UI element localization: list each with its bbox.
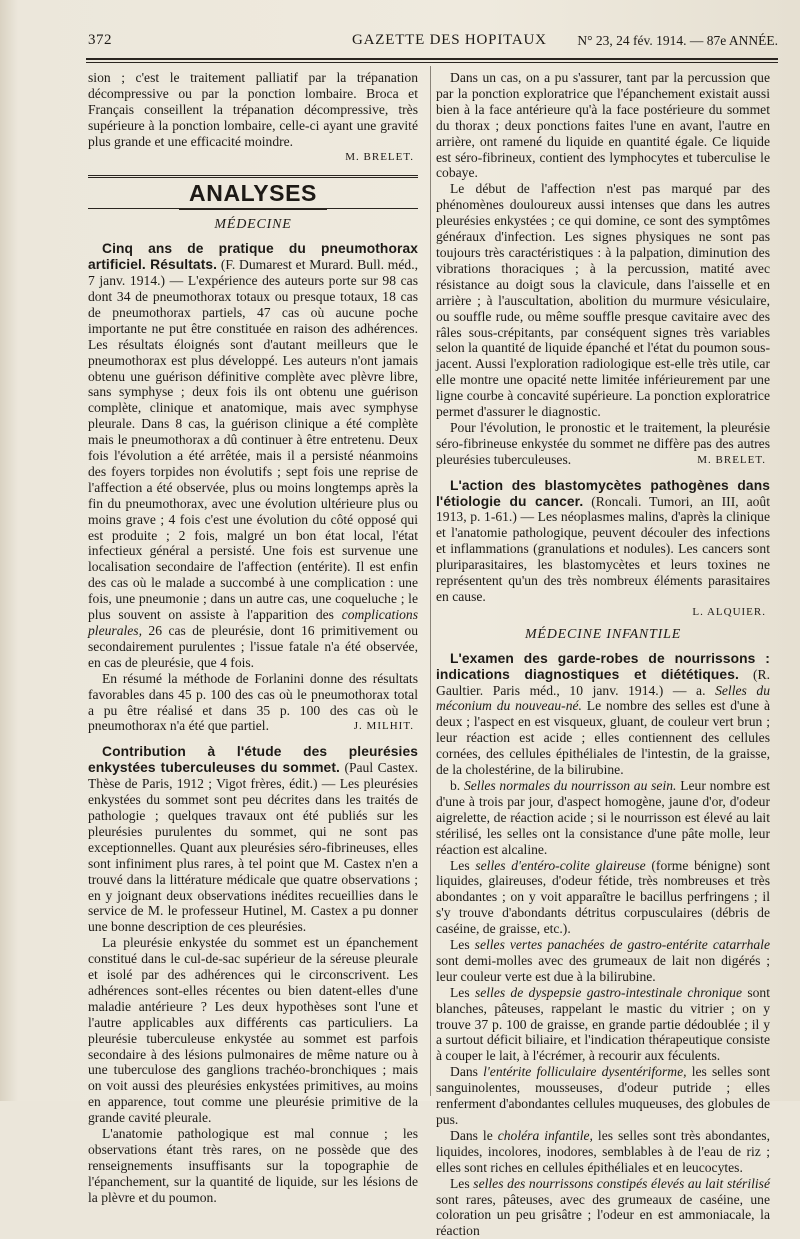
column-separator [430, 66, 431, 1096]
article-citation: (Roncali. Tumori, an III, août 1913, p. 1-61.) — Les néoplasmes malins, d'après la clinique et l'anatomie pathologique, peuvent découler des infections et inflammations (granulations et nodules). Les cancers sont pluriparasitaires, les blastomycètes et leurs toxines ne représentent qu'un des très nombreux éléments parasitaires en cause. [436, 493, 770, 604]
article-paragraph: Dans le choléra infantile, les selles sont très abondantes, liquides, incolores, inodores, semblables à de l'eau de riz ; elles sont riches en cellules épithéliales et en leucocytes. [436, 1127, 770, 1175]
article-paragraph: L'anatomie pathologique est mal connue ; les observations étant très rares, on ne possède que des renseignements insuffisants sur la topographie de l'épanchement, sur la quantité de liquide, sur les lésions de la plèvre et du poumon. [88, 1126, 418, 1205]
article-paragraph: En résumé la méthode de Forlanini donne des résultats favorables dans 45 p. 100 des cas où le pneumothorax total a pu être réalisé et dans 35 p. 100 des cas où le pneumothorax n'a été que partiel. J. MILHIT. [88, 670, 418, 734]
article-title: L'examen des garde-robes de nourrissons : indications diagnostiques et diététiques. [436, 650, 770, 682]
signature: L. ALQUIER. [692, 605, 766, 618]
section-rule [88, 175, 418, 178]
journal-title: GAZETTE DES HOPITAUX [352, 32, 547, 48]
signature: M. BRELET. [345, 150, 414, 163]
article-paragraph: La pleurésie enkystée du sommet est un épanchement constitué dans le cul-de-sac supérieur de la séreuse pleurale et isolé par des adhérences qui le circonscrivent. Les adhérences sont-elles récentes ou bien datent-elles d'une maladie antérieure ? Les deux hypothèses sont l'une et l'autre applicables aux différents cas particuliers. La pleurésie tuberculeuse enkystée au sommet est parfois secondaire à des lésions pulmonaires de même nature ou à une tuberculose des ganglions trachéo-bronchiques ; mais on voit aussi des pleurésies enkystées primitives, au moins en apparence, tout comme une pleurésie primitive de la grande cavité pleurale. [88, 935, 418, 1126]
signature: J. MILHIT. [353, 720, 414, 733]
signature: M. BRELET. [697, 453, 766, 466]
article-citation: (Paul Castex. Thèse de Paris, 1912 ; Vigot frères, édit.) — Les pleurésies enkystées du sommet sont peu décrites dans les traités de pathologie ; quelques travaux ont été publiés sur les pleurésies purulentes du sommet, qui ne sont pas exceptionnelles. Quant aux pleurésies séro-fibrineuses, elles sont infiniment plus rares, à tel point que M. Castex n'en a trouvé dans la littérature médicale que quatre observations ; en y joignant deux observations inédites recueillies dans le service de M. le professeur Hutinel, M. Castex a pu donner une bonne description de ces pleurésies. [88, 760, 418, 935]
article-paragraph: Les selles d'entéro-colite glaireuse (forme bénigne) sont liquides, glaireuses, d'odeur fétide, très nombreuses et très abondantes ; on y voit apparaître le bacillus perfringens ; il s'y trouve d'abondants détritus corpusculaires (débris de caséine, de graisse, etc.). [436, 857, 770, 937]
article-title: Cinq ans de pratique du pneumothorax artificiel. Résultats. [88, 241, 418, 273]
page-number: 372 [88, 32, 112, 48]
article-paragraph: Cinq ans de pratique du pneumothorax artificiel. Résultats. (F. Dumarest et Murard. Bull. méd., 7 janv. 1914.) — L'expérience des auteurs porte sur 98 cas dont 34 de pneumothorax totaux ou presque totaux, 18 cas de pneumothorax partiels, 47 cas où aucune poche importante ne put être constituée en raison des adhérences. Les résultats éloignés sont d'autant meilleurs que le pneumothorax est plus développé. Les auteurs n'ont jamais obtenu une guérison définitive complète avec plèvre libre, sans symphyse ; deux fois ils ont obtenu une guérison complète, clinique et anatomique, mais avec symphyse pleurale. Dans 8 cas, la guérison clinique a été complète mais le pneumothorax a dû continuer à être entretenu. Deux fois l'évolution a été arrêtée, mais il a persisté néanmoins des foyers torpides non évolutifs ; sept fois une reprise de l'affection a été observée, plus ou moins longtemps après la fin du pneumothorax, avec une évolution ultérieure plus ou moins grave ; 4 fois c'est une évolution du côté opposé qui est produite ; 2 fois, malgré un bon état local, l'état infectieux général a persisté. Une fois est survenue une localisation secondaire de l'affection (entérite). Il est enfin des cas où le malade a succombé à une complication : une fois, une pneumonie ; dans un autre cas, une coqueluche ; le plus souvent on assiste à l'apparition des complications pleurales, 26 cas de pleurésie, dont 16 primitivement ou secondairement purulentes ; l'issue fatale n'a été observée, en cas de pleurésie, que 4 fois. [88, 241, 418, 670]
article-paragraph: Les selles des nourrissons constipés élevés au lait stérilisé sont rares, pâteuses, avec des grumeaux de caséine, une coloration un peu grisâtre ; l'odeur en est ammoniacale, la réaction [436, 1175, 770, 1239]
left-column [88, 70, 418, 1206]
rubric-heading: MÉDECINE INFANTILE [524, 626, 682, 642]
article-citation: (F. Dumarest et Murard. Bull. méd., 7 janv. 1914.) — [88, 257, 418, 289]
issue-info: N° 23, 24 fév. 1914. — 87e ANNÉE. [577, 33, 778, 48]
article-paragraph: b. Selles normales du nourrisson au sein. Leur nombre est d'une à trois par jour, d'aspect homogène, jaune d'or, d'odeur aigrelette, de réaction acide ; si le nourrisson est élevé au lait stérilisé, les selles ont la consistance d'une pâte molle, leur réaction est alcaline. [436, 777, 771, 857]
article-paragraph: Le début de l'affection n'est pas marqué par des phénomènes douloureux aussi intenses que dans les autres pleurésies enkystées ; ce qui domine, ce sont des symptômes généraux d'infection. Les signes physiques ne sont pas toujours très caractéristiques : à la palpation, diminution des vibrations thoraciques ; à la percussion, matité avec résistance au doigt sous la clavicule, dans l'aisselle et en arrière ; à l'auscultation, abolition du murmure vésiculaire, ou souffle rude, ou même souffle presque cavitaire avec des râles sous-crépitants, par conséquent signes très variables selon la quantité de liquide épanché et l'état du poumon sous-jacent. Aussi l'exploration radiologique est-elle très utile, car elle montre une opacité nette limitée inférieurement par une ligne courbe à concavité supérieure. La ponction exploratrice permet d'assurer le diagnostic. [436, 181, 770, 420]
rubric-heading: MÉDECINE [214, 217, 292, 233]
article-paragraph: Dans l'entérite folliculaire dysentériforme, les selles sont sanguinolentes, mousseuses, d'odeur putride ; elles renferment d'abondantes cellules muqueuses, des globules de pus. [436, 1064, 770, 1127]
section-heading: ANALYSES [88, 186, 418, 202]
header-rule-thin [86, 62, 778, 63]
header-rule [86, 58, 778, 60]
intro-paragraph: sion ; c'est le traitement palliatif par la trépanation décompressive ou par la ponction lombaire. Broca et Français conseillent la trépanation décompressive, très supérieure à la ponction lombaire, celle-ci ayant une gravité plus grande et une efficacité moindre. [88, 70, 418, 149]
page-header [88, 28, 778, 56]
article-title: L'action des blastomycètes pathogènes dans l'étiologie du cancer. [436, 477, 770, 509]
right-column [436, 70, 770, 1239]
article-paragraph: L'examen des garde-robes de nourrissons : indications diagnostiques et diététiques. (R. Gaultier. Paris méd., 10 janv. 1914.) — a. Selles du méconium du nouveau-né. Le nombre des selles est d'une à deux ; l'aspect en est visqueux, gluant, de couleur vert brun ; leur réaction est acide ; elles contiennent des cellules cornées, des cellules épithéliales de l'intestin, de la graisse, de la cholestérine, de la bilirubine. [436, 650, 771, 778]
article-paragraph [88, 744, 418, 935]
article-paragraph: Dans un cas, on a pu s'assurer, tant par la percussion que par la ponction exploratrice que l'épanchement existait aussi bien à la face antérieure qu'à la face postérieure du sommet du thorax ; deux ponctions faites l'une en avant, l'autre en arrière, ont ramené du liquide en quantité égale. Ce liquide est séro-fibrineux, contient des lymphocytes et tuberculise le cobaye. [436, 70, 770, 181]
article-title: Contribution à l'étude des pleurésies enkystées tuberculeuses du sommet. [88, 744, 418, 776]
article-paragraph: Les selles vertes panachées de gastro-entérite catarrhale sont demi-molles avec des grumeaux de lait non digérés ; leur couleur verte est due à la bilirubine. [436, 937, 770, 984]
article-paragraph: Pour l'évolution, le pronostic et le traitement, la pleurésie séro-fibrineuse enkystée du sommet ne diffère pas des autres pleurésies tuberculeuses. M. BRELET. [436, 419, 770, 467]
article-paragraph [436, 478, 770, 605]
article-paragraph: Les selles de dyspepsie gastro-intestinale chronique sont blanches, pâteuses, rappelant le mastic du vitrier ; on y trouve 37 p. 100 de graisse, en grande partie dédoublée ; il y a surtout déficit biliaire, et l'indication thérapeutique consiste à couper le lait, à l'écrémer, à recourir aux féculents. [436, 984, 770, 1064]
